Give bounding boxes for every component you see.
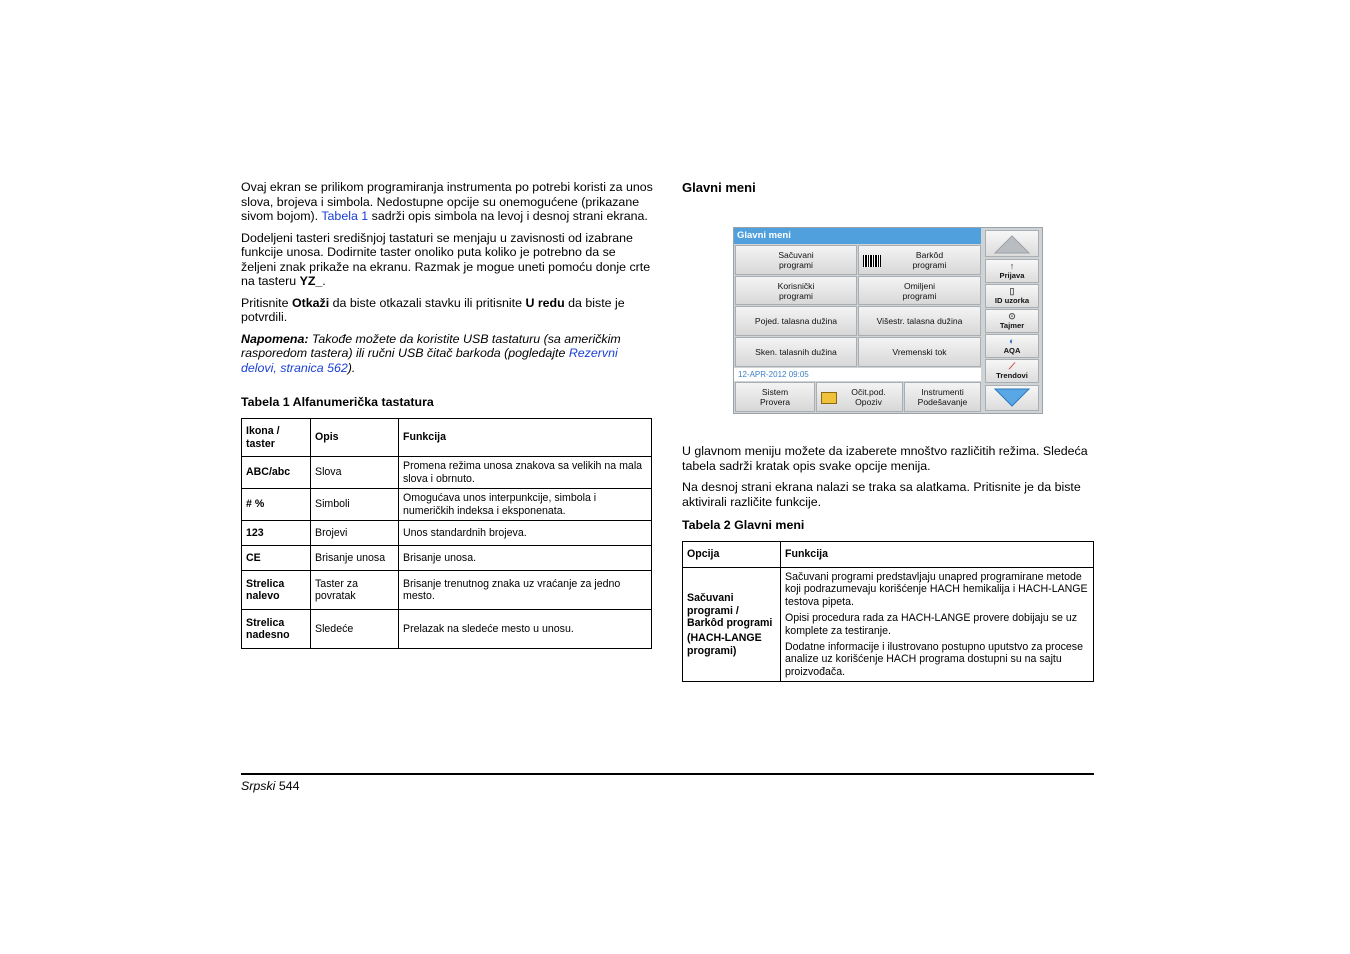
time-course-button[interactable]: Vremenski tok	[858, 337, 981, 367]
table2-caption: Tabela 2 Glavni meni	[682, 518, 805, 532]
saved-programs-button[interactable]: Sačuvani programi	[735, 245, 857, 275]
table1-header-row: Ikona / taster Opis Funkcija	[242, 419, 652, 457]
table-row: # % Simboli Omogućava unos interpunkcije, simbola i numeričkih indeksa i eksponenata.	[242, 489, 652, 521]
page-footer: Srpski 544	[241, 779, 300, 793]
arrow-up-icon	[992, 233, 1032, 255]
recall-data-button[interactable]: Očit.pod. Opoziv	[816, 382, 903, 412]
intro-paragraph: Ovaj ekran se prilikom programiranja instrumenta po potrebi koristi za unos slova, brojeva i simbola. Nedostupne opcije su onemogućene (prikazane sivom bojom). Tabela 1 sadrži opis simbola na levoj i desnoj strani ekrana.	[241, 180, 653, 223]
wavelength-scan-button[interactable]: Sken. talasnih dužina	[735, 337, 857, 367]
trends-icon: ⟋	[1008, 361, 1016, 371]
table2-header-row: Opcija Funkcija	[683, 542, 1094, 568]
table-row: Strelica nalevo Taster za povratak Brisanje trenutnog znaka uz vraćanje za jedno mesto.	[242, 571, 652, 610]
login-button[interactable]: ↑ Prijava	[985, 259, 1039, 283]
table-row: Sačuvani programi / Barkôd programi (HACH-LANGE programi) Sačuvani programi predstavljaju unapred programirane metode koji podrazumevaju korišćenje HACH hemikalija i HACH-LANGE testova pipeta. Opisi procedura rada za HACH-LANGE provere dobijaju se uz komplete za testiranje. Dodatne informacije i ilustrovano postupno uputstvo za procese analize uz korišćenje HACH programa dostupni su na sajtu proizvođača.	[683, 568, 1094, 682]
timer-icon: ⊙	[1008, 311, 1016, 321]
system-check-button[interactable]: Sistem Provera	[735, 382, 815, 412]
table-row: CE Brisanje unosa Brisanje unosa.	[242, 546, 652, 571]
table2	[682, 541, 1094, 682]
menu-intro-paragraph: U glavnom meniju možete da izaberete mnoštvo različitih režima. Sledeća tabela sadrži kratak opis svake opcije menija.	[682, 444, 1088, 473]
timer-button[interactable]: ⊙ Tajmer	[985, 309, 1039, 333]
rezervni-delovi-link[interactable]: Rezervni delovi, stranica 562	[241, 346, 618, 375]
aqa-icon: ◐	[1009, 336, 1015, 346]
scroll-up-button[interactable]	[985, 230, 1039, 257]
screen-title: Glavni meni	[734, 228, 981, 244]
barcode-programs-button[interactable]: Barkôd programi	[858, 245, 981, 275]
table-row: 123 Brojevi Unos standardnih brojeva.	[242, 521, 652, 546]
left-column	[241, 180, 653, 649]
footer-rule	[241, 773, 1094, 775]
favorite-programs-button[interactable]: Omiljeni programi	[858, 276, 981, 305]
section-heading: Glavni meni	[682, 180, 756, 195]
aqa-button[interactable]: ◐ AQA	[985, 334, 1039, 358]
arrow-down-icon	[992, 387, 1032, 409]
barcode-icon	[863, 255, 881, 267]
single-wavelength-button[interactable]: Pojed. talasna dužina	[735, 306, 857, 336]
toolbar-paragraph: Na desnoj strani ekrana nalazi se traka sa alatkama. Pritisnite je da biste aktivirali različite funkcije.	[682, 480, 1081, 509]
folder-icon	[821, 392, 837, 404]
user-programs-button[interactable]: Korisnički programi	[735, 276, 857, 305]
page-number: 544	[278, 779, 300, 793]
table1-caption: Tabela 1 Alfanumerička tastatura	[241, 395, 434, 409]
right-column-body	[682, 444, 1094, 682]
table-row: ABC/abc Slova Promena režima unosa znakova sa velikih na mala slova i obrnuto.	[242, 457, 652, 489]
sample-id-button[interactable]: ▯ ID uzorka	[985, 284, 1039, 308]
note-paragraph: Napomena: Takođe možete da koristite USB tastaturu (sa američkim rasporedom tastera) ili ručni USB čitač barkoda (pogledajte Rezervni delovi, stranica 562).	[241, 331, 621, 375]
scroll-down-button[interactable]	[985, 385, 1039, 411]
table1	[241, 418, 652, 649]
cancel-paragraph: Pritisnite Otkaži da biste otkazali stavku ili pritisnite U redu da biste je potvrdili.	[241, 295, 625, 324]
instrument-setup-button[interactable]: Instrumenti Podešavanje	[904, 382, 981, 412]
table-row: Strelica nadesno Sledeće Prelazak na sledeće mesto u unosu.	[242, 610, 652, 649]
tabela1-link[interactable]: Tabela 1	[321, 209, 369, 223]
login-arrow-icon: ↑	[1009, 261, 1015, 271]
main-menu-screen	[733, 227, 1043, 414]
sample-icon: ▯	[1009, 286, 1015, 296]
keys-paragraph: Dodeljeni tasteri središnjoj tastaturi se menjaju u zavisnosti od izabrane funkcije unosa. Dodirnite taster onoliko puta koliko je potrebno da se željeni znak prikaže na ekranu. Razmak je mogue uneti pomoću donje crte na tasteru YZ_.	[241, 230, 651, 288]
date-time: 12-APR-2012 09:05	[734, 368, 981, 381]
multi-wavelength-button[interactable]: Višestr. talasna dužina	[858, 306, 981, 336]
right-column	[682, 180, 1094, 195]
trends-button[interactable]: ⟋ Trendovi	[985, 359, 1039, 383]
